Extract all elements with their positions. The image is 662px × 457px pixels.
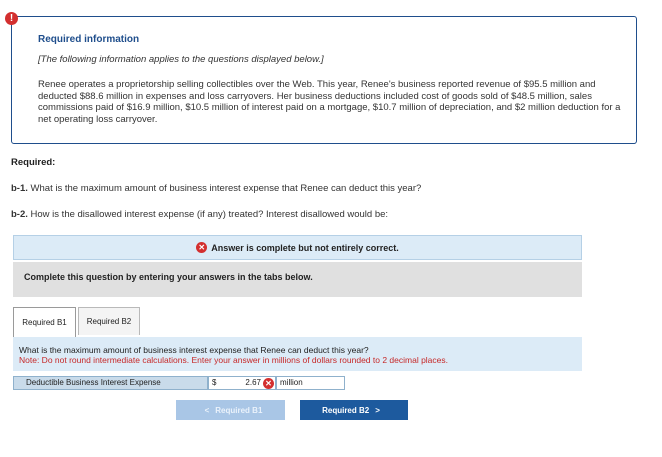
info-body: Renee operates a proprietorship selling collectibles over the Web. This year, Renee's business reported revenue of $95.5 million and deducted $88.6 million in expenses and loss carryovers. Her business deductions included cost of goods sold of $48.5 million, sales commissions paid of $16.9 million, $10.5 million of interest paid on a mortgage, $10.7 million of depreciation, and $2 million deduction for a net operating loss carryover. bbox=[38, 79, 621, 125]
currency-symbol: $ bbox=[212, 378, 217, 387]
previous-button[interactable] bbox=[176, 400, 285, 420]
chevron-left-icon: < bbox=[204, 405, 210, 415]
info-note: [The following information applies to the questions displayed below.] bbox=[38, 54, 324, 65]
unit-label: million bbox=[276, 376, 345, 390]
question-b2-id: b-2. bbox=[11, 209, 28, 220]
previous-button-label: Required B1 bbox=[215, 405, 263, 415]
instruction-bar: Complete this question by entering your answers in the tabs below. bbox=[13, 262, 582, 297]
result-banner bbox=[13, 235, 582, 260]
question-b1-text: What is the maximum amount of business interest expense that Renee can deduct this year? bbox=[27, 183, 422, 194]
next-button[interactable] bbox=[300, 400, 408, 420]
question-note: Note: Do not round intermediate calculations. Enter your answer in millions of dollars rounded to 2 decimal places. bbox=[19, 355, 449, 365]
question-panel bbox=[13, 337, 582, 371]
question-b1 bbox=[11, 183, 421, 194]
incorrect-icon: ✕ bbox=[196, 242, 207, 253]
required-label: Required: bbox=[11, 157, 56, 168]
answer-value[interactable]: 2.67 bbox=[245, 378, 261, 387]
result-text: Answer is complete but not entirely correct. bbox=[211, 242, 399, 253]
tab-required-b2[interactable]: Required B2 bbox=[78, 307, 140, 335]
chevron-right-icon: > bbox=[375, 405, 380, 415]
question-b2 bbox=[11, 209, 388, 220]
incorrect-icon: ✕ bbox=[263, 378, 274, 389]
tab-required-b1[interactable]: Required B1 bbox=[13, 307, 76, 337]
alert-icon: ! bbox=[5, 12, 18, 25]
answer-label: Deductible Business Interest Expense bbox=[13, 376, 208, 390]
question-b2-text: How is the disallowed interest expense (if any) treated? Interest disallowed would be: bbox=[27, 209, 389, 220]
answer-input[interactable] bbox=[208, 376, 276, 390]
question-b1-id: b-1. bbox=[11, 183, 28, 194]
next-button-label: Required B2 bbox=[322, 405, 370, 415]
question-text: What is the maximum amount of business interest expense that Renee can deduct this year? bbox=[19, 345, 369, 355]
info-title: Required information bbox=[38, 34, 140, 45]
